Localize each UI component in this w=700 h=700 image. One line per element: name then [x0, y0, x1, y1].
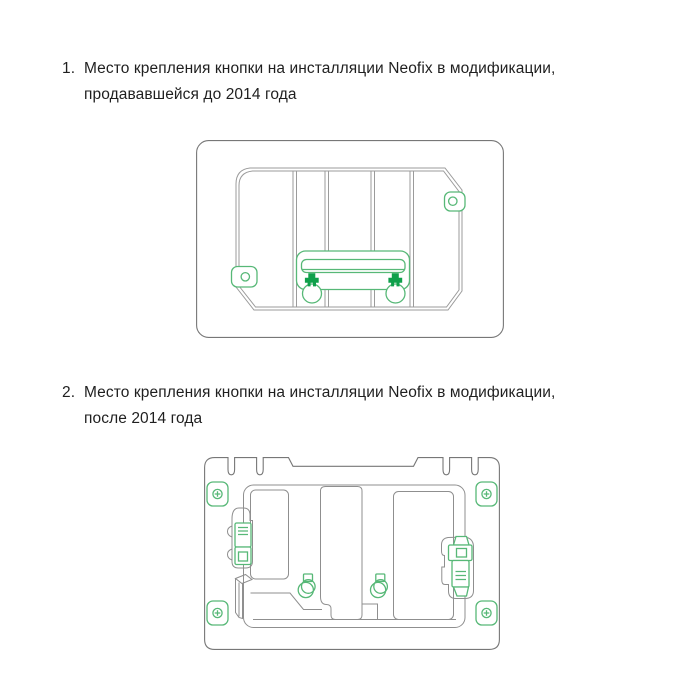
hose-clip-left — [298, 574, 315, 598]
item-1-line-2: продававшейся до 2014 года — [84, 86, 297, 103]
installation-drawing-before-2014 — [196, 140, 504, 338]
push-rod-right — [386, 284, 405, 303]
screw-cross-icon — [484, 491, 490, 497]
latch-right — [449, 537, 473, 597]
item-2-number: 2. — [62, 384, 76, 401]
opening-left — [251, 490, 289, 579]
screw-pad-bottom-left — [207, 601, 228, 625]
latch-bracket-right — [442, 537, 474, 599]
figure-neofix-after-2014 — [204, 457, 500, 650]
item-2-line-1: Место крепления кнопки на инсталляции Neofix в модификации, — [84, 384, 556, 401]
figure-neofix-before-2014 — [196, 140, 504, 338]
screw-cross-icon — [215, 610, 221, 616]
button-mount-bracket — [297, 251, 410, 303]
item-1-caption — [62, 56, 555, 108]
latch-bracket-left — [228, 508, 253, 619]
shelf-contour-right — [362, 604, 378, 620]
item-2-text — [84, 380, 555, 432]
push-rod-left — [303, 284, 322, 303]
screw-pad-top-right — [476, 482, 497, 506]
screw-cross-icon — [484, 610, 490, 616]
screw-pad-top-left — [207, 482, 228, 506]
screw-cross-icon — [215, 491, 221, 497]
screw-pad-bottom-right — [476, 601, 497, 625]
mounting-tab-left — [232, 267, 258, 288]
item-1-number: 1. — [62, 60, 76, 77]
opening-middle — [321, 487, 363, 620]
inner-recess — [244, 485, 466, 628]
item-2-caption — [62, 380, 555, 432]
hose-clip-right — [371, 574, 388, 598]
mounting-tab-right — [445, 192, 466, 211]
item-2-line-2: после 2014 года — [84, 410, 203, 427]
latch-left — [235, 523, 251, 565]
installation-drawing-after-2014 — [204, 457, 500, 650]
item-1-text — [84, 56, 555, 108]
item-1-line-1: Место крепления кнопки на инсталляции Neofix в модификации, — [84, 60, 556, 77]
recess-openings — [251, 487, 454, 620]
